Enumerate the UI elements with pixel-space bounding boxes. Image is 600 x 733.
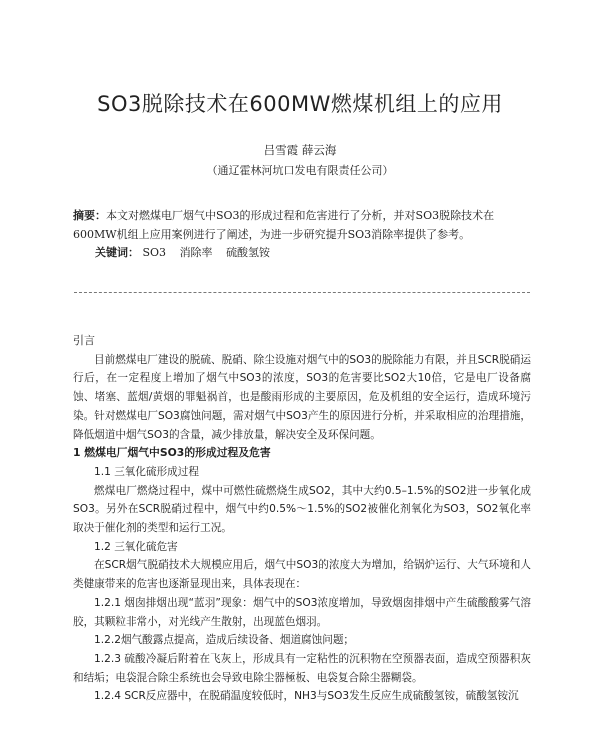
paragraph: 燃煤电厂燃烧过程中，煤中可燃性硫燃烧生成SO2，其中大约0.5–1.5%的SO2进一步氧化成SO3。另外在SCR脱硝过程中，烟气中约0.5%～1.5%的SO2被催化剂氧化为SO3，SO2氧化率取决于催化剂的类型和运行工况。 [73,484,531,535]
list-item: 1.2.3 硫酸冷凝后附着在飞灰上，形成具有一定粘性的沉积物在空预器表面，造成空预器积灰和结垢；电袋混合除尘系统也会导致电除尘器極板、电袋复合除尘器糊袋。 [73,652,531,684]
keywords-label: 关键词： [95,246,139,259]
keyword: SO3 [142,246,167,259]
keywords [95,245,535,261]
paper-body [73,332,531,706]
paragraph: 在SCR烟气脱硝技术大规模应用后，烟气中SO3的浓度大为增加，给锅炉运行、大气环境和人类健康带来的危害也逐渐显现出来，具体表现在： [73,559,531,591]
abstract [73,206,531,244]
section-divider [74,292,530,293]
paragraph: 目前燃煤电厂建设的脱硫、脱硝、除尘设施对烟气中的SO3的脱除能力有限，并且SCR脱硝运行后，在一定程度上增加了烟气中SO3的浓度，SO3的危害要比SO2大10倍，它是电厂设备腐蚀、堵塞、蓝烟/黄烟的罪魁祸首，也是酸雨形成的主要原因，危及机组的安全运行，造成环境污染。针对燃煤电厂SO3腐蚀问题，需对烟气中SO3产生的原因进行分析，并采取相应的治理措施，降低烟道中烟气SO3的含量，减少排放量，解决安全及环保问题。 [73,353,531,441]
paper-affiliation: （通辽霍林河坑口发电有限责任公司） [206,164,394,177]
subsection-heading: 1.1 三氧化硫形成过程 [94,465,199,478]
list-item: 1.2.2烟气酸露点提高，造成后续设备、烟道腐蚀问题； [94,634,355,647]
subsection-heading: 1.2 三氧化硫危害 [94,540,178,553]
keyword: 消除率 [179,246,213,259]
list-item: 1.2.4 SCR反应器中，在脱硝温度较低时，NH3与SO3发生反应生成硫酸氢铵，硫酸氢铵沉 [94,690,519,703]
section-heading-1: 1 燃煤电厂烟气中SO3的形成过程及危害 [73,446,271,460]
paper-title: SO3脱除技术在600MW燃煤机组上的应用 [97,92,503,116]
list-item: 1.2.1 烟囱排烟出现“蓝羽”现象：烟气中的SO3浓度增加，导致烟囱排烟中产生硫酸酸雾气溶胶，其颗粒非常小，对光线产生散射，出现蓝色烟羽。 [73,596,531,628]
keyword: 硫酸氢铵 [226,246,271,259]
section-heading-intro: 引言 [73,334,95,347]
abstract-label: 摘要： [73,209,106,222]
paper-authors: 吕雪霞 薛云海 [263,143,337,157]
abstract-text: 本文对燃煤电厂烟气中SO3的形成过程和危害进行了分析，并对SO3脱除技术在600MW机组上应用案例进行了阐述，为进一步研究提升SO3消除率提供了参考。 [73,209,495,241]
